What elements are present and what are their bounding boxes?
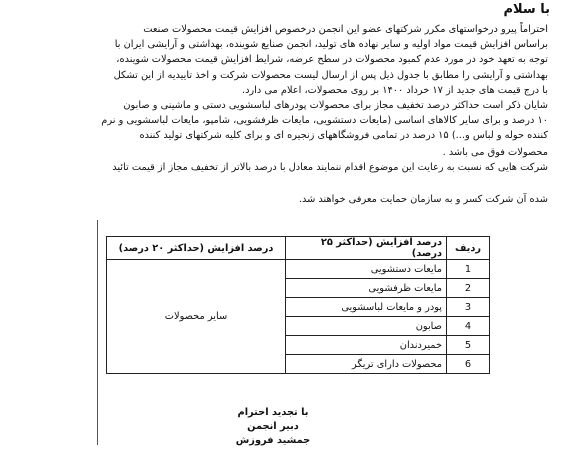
greeting: با سلام	[503, 2, 550, 17]
signer-name: جمشید فروزش	[235, 435, 311, 446]
header-row-number: ردیف	[447, 237, 490, 260]
row-number: 2	[447, 279, 490, 298]
product-name: پودر و مایعات لباسشویی	[286, 298, 447, 317]
row-number: 3	[447, 298, 490, 317]
text-line: شایان ذکر است حداکثر درصد تخفیف مجاز برای محصولات پودرهای لباسشویی دستی و ماشینی و صابون	[123, 100, 548, 112]
text-line: ۱۰ درصد و برای سایر کالاهای اساسی (مایعات دستشویی، مایعات ظرفشویی، شامپو، مایعات لباسشویی و نرم	[101, 115, 548, 127]
signer-title: دبیر انجمن	[247, 421, 299, 432]
margin-line	[97, 220, 98, 445]
product-name: خمیردندان	[286, 336, 447, 355]
text-line: شرکت هایی که نسبت به رعایت این موضوع اقدام ننمایند معادل با درصد بالاتر از تخفیف مجاز از قیمت تائید	[112, 162, 548, 174]
row-number: 1	[447, 260, 490, 279]
text-line: محصولات فوق می باشد .	[442, 147, 548, 158]
header-other-products: درصد افزایش (حداکثر ۲۰ درصد)	[107, 237, 286, 260]
row-number: 6	[447, 355, 490, 374]
table-header-row	[107, 237, 490, 260]
product-name: مایعات دستشویی	[286, 260, 447, 279]
text-line: با درج قیمت های جدید از ۱۷ خرداد ۱۴۰۰ بر روی محصولات، اعلام می دارد.	[241, 84, 548, 96]
signature-block	[228, 406, 318, 448]
closing-regards: با تجدید احترام	[237, 407, 309, 418]
paragraph-1	[18, 22, 548, 144]
text-line: احتراماً پیرو درخواستهای مکرر شرکتهای عضو این انجمن درخصوص افزایش قیمت محصولات صنعت	[143, 24, 548, 35]
product-name: صابون	[286, 317, 447, 336]
paragraph-2	[18, 145, 548, 175]
other-products-cell: سایر محصولات	[107, 260, 286, 374]
text-line: شده آن شرکت کسر و به سازمان حمایت معرفی خواهند شد.	[298, 194, 548, 205]
text-line: بهداشتی و آرایشی را مطابق با جدول ذیل پس از ارسال لیست محصولات شرکت و اخذ تاییدیه از این تشکل	[113, 69, 548, 81]
table-row	[107, 260, 490, 279]
paragraph-3	[18, 192, 548, 207]
text-line: توجه به تعهد خود در مورد عدم کمبود محصولات در سطح عرضه، شرایط افزایش قیمت محصولات شوینده،	[116, 54, 548, 66]
product-name: محصولات دارای تریگر	[286, 355, 447, 374]
row-number: 5	[447, 336, 490, 355]
row-number: 4	[447, 317, 490, 336]
text-line: کننده حوله و لباس و...) ۱۵ درصد در تمامی فروشگاههای زنجیره ای و برای کلیه شرکتهای تولید کننده	[139, 130, 548, 142]
product-name: مایعات ظرفشویی	[286, 279, 447, 298]
price-increase-table	[106, 236, 490, 374]
header-products: درصد افزایش (حداکثر ۲۵ درصد)	[286, 237, 447, 260]
text-line: براساس افزایش قیمت مواد اولیه و سایر نهاده های تولید، انجمن صنایع شوینده، بهداشتی و آرایشی ایران با	[114, 39, 548, 51]
